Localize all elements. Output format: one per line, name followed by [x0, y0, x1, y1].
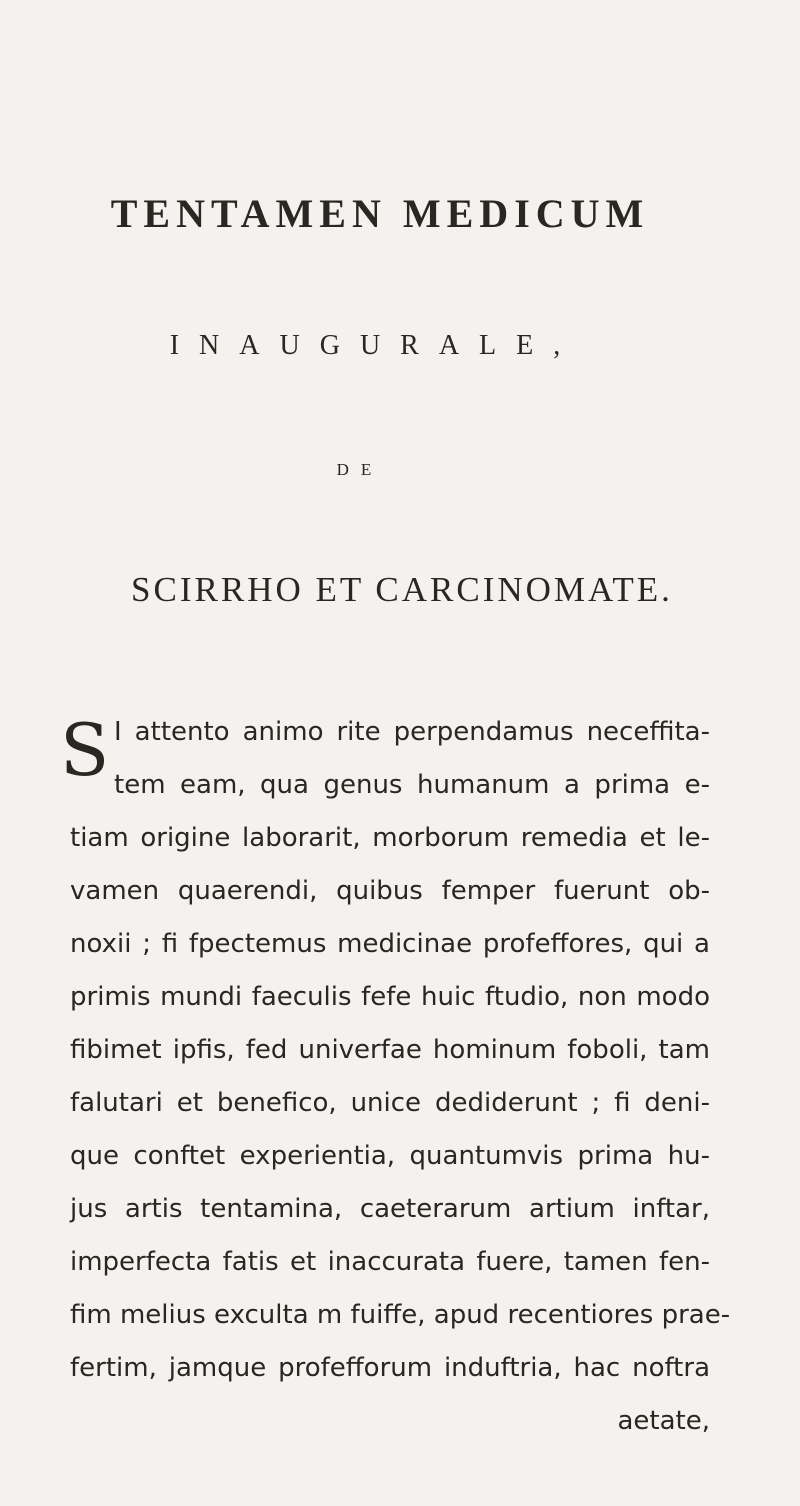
text-line: fertim, jamque profefforum induftria, hac noftra: [70, 1353, 710, 1383]
text-line: tiam origine laborarit, morborum remedia et le-: [70, 823, 710, 853]
document-topic: SCIRRHO ET CARCINOMATE.: [131, 570, 673, 609]
text-line: fibimet ipfis, fed univerfae hominum foboli, tam: [70, 1035, 710, 1065]
text-line: I attento animo rite perpendamus neceffita-: [114, 717, 710, 747]
text-line: noxii ; fi fpectemus medicinae profeffores, qui a: [70, 929, 710, 959]
document-title: TENTAMEN MEDICUM: [110, 191, 650, 236]
document-preposition: DE: [336, 460, 384, 479]
document-subtitle: INAUGURALE,: [169, 330, 581, 361]
text-line: jus artis tentamina, caeterarum artium inftar,: [70, 1194, 710, 1224]
text-line: falutari et benefico, unice dediderunt ; fi deni-: [70, 1088, 710, 1118]
text-line: tem eam, qua genus humanum a prima e-: [114, 770, 710, 800]
text-line: que conftet experientia, quantumvis prima hu-: [70, 1141, 710, 1171]
text-line: vamen quaerendi, quibus femper fuerunt ob-: [70, 876, 710, 906]
catchword: aetate,: [617, 1406, 710, 1436]
text-line: primis mundi faeculis fefe huic ftudio, non modo: [70, 982, 710, 1012]
body-paragraph: [60, 708, 731, 1454]
text-line: imperfecta fatis et inaccurata fuere, tamen fen-: [70, 1247, 710, 1277]
drop-cap: S: [60, 708, 110, 792]
text-line: fim melius exculta m fuiffe, apud recentiores prae-: [70, 1300, 731, 1330]
